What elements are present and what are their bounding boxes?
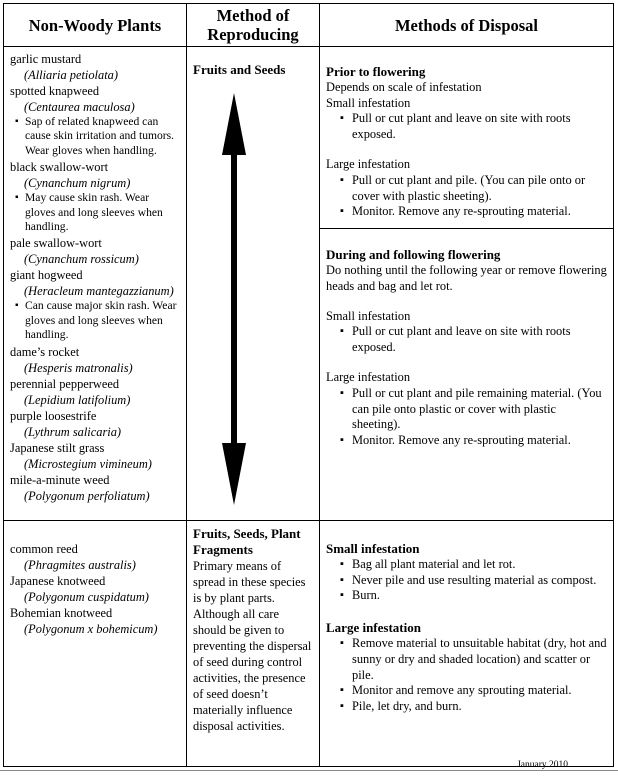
plant-common-name: common reed [10, 542, 78, 556]
plant-warning-note: ▪ May cause skin rash. Wear gloves and long sleeves when handling. [10, 191, 182, 234]
prior-line: Depends on scale of infestation [326, 79, 482, 94]
plant-latin-name: (Lepidium latifolium) [24, 392, 131, 407]
prior-large-label: Large infestation [326, 156, 411, 171]
plant-common-name: Bohemian knotweed [10, 606, 113, 620]
disposal-bullet: ▪ Burn. [326, 588, 607, 604]
plant-latin-name: (Polygonum x bohemicum) [24, 622, 158, 636]
group2-method-title: Fruits, Seeds, Plant Fragments [193, 526, 301, 557]
plant-latin-name: (Cynanchum nigrum) [24, 176, 131, 191]
header-non-woody-plants: Non-Woody Plants [4, 4, 187, 47]
plant-common-name: garlic mustard [10, 52, 82, 66]
footer-date: January 2010 [517, 760, 568, 770]
disposal-bullet: ▪ Monitor. Remove any re-sprouting material. [326, 204, 607, 220]
group1-plants-cell [4, 47, 187, 521]
disposal-bullet: ▪ Monitor and remove any sprouting material. [326, 683, 607, 699]
prior-small-label: Small infestation [326, 95, 411, 110]
plant-common-name: perennial pepperweed [10, 376, 120, 391]
group2-method-text: Primary means of spread in these species is by plant parts. Although all care should be given to preventing the dispersal of seed during control activities, the presence of seed doesn’t materially influence disposal activities. [193, 559, 312, 733]
plant-latin-name: (Lythrum salicaria) [24, 424, 122, 439]
plant-common-name: dame’s rocket [10, 344, 80, 359]
group2-large-heading: Large infestation [326, 620, 421, 636]
section-divider [320, 228, 613, 229]
disposal-bullet: ▪ Monitor. Remove any re-sprouting material. [326, 433, 607, 449]
disposal-table [3, 3, 614, 767]
plant-warning-note: ▪ Sap of related knapweed can cause skin irritation and tumors. Wear gloves when handling. [10, 115, 182, 158]
double-arrow-icon [221, 93, 247, 505]
plant-common-name: mile-a-minute weed [10, 472, 110, 487]
disposal-bullet: ▪ Bag all plant material and let rot. [326, 557, 607, 573]
plant-common-name: Japanese stilt grass [10, 440, 105, 455]
header-methods-of-disposal: Methods of Disposal [320, 4, 614, 47]
plant-common-name: spotted knapweed [10, 84, 100, 98]
plant-latin-name: (Phragmites australis) [24, 558, 136, 572]
plant-latin-name: (Polygonum cuspidatum) [24, 590, 149, 604]
plant-common-name: pale swallow-wort [10, 236, 102, 251]
plant-latin-name: (Hesperis matronalis) [24, 360, 133, 375]
group1-method-title: Fruits and Seeds [193, 62, 286, 77]
plant-warning-note: ▪ Can cause major skin rash. Wear gloves and long sleeves when handling. [10, 299, 182, 342]
disposal-bullet: ▪ Pull or cut plant and leave on site with roots exposed. [326, 324, 607, 356]
header-method-of-reproducing: Method of Reproducing [187, 4, 320, 47]
disposal-bullet: ▪ Pull or cut plant and pile remaining material. (You can pile onto plastic or cover with plastic sheeting). [326, 386, 607, 433]
during-small-label: Small infestation [326, 308, 411, 323]
disposal-bullet: ▪ Pile, let dry, and burn. [326, 699, 607, 715]
disposal-bullet: ▪ Never pile and use resulting material as compost. [326, 573, 607, 589]
plant-common-name: Japanese knotweed [10, 574, 106, 588]
plant-common-name: purple loosestrife [10, 408, 97, 423]
prior-heading: Prior to flowering [326, 64, 426, 79]
during-large-label: Large infestation [326, 369, 411, 384]
plant-common-name: giant hogweed [10, 268, 83, 283]
plant-latin-name: (Alliaria petiolata) [24, 68, 118, 82]
disposal-bullet: ▪ Pull or cut plant and pile. (You can pile onto or cover with plastic sheeting). [326, 173, 607, 205]
group1-method-cell [187, 47, 320, 521]
group2-plants-cell [4, 521, 187, 767]
plant-latin-name: (Heracleum mantegazzianum) [24, 284, 174, 299]
plant-latin-name: (Polygonum perfoliatum) [24, 488, 150, 503]
plant-latin-name: (Cynanchum rossicum) [24, 252, 139, 267]
during-heading: During and following flowering [326, 247, 501, 263]
group2-method-cell [187, 521, 320, 767]
group1-disposal-cell [320, 47, 614, 521]
disposal-bullet: ▪ Pull or cut plant and leave on site with roots exposed. [326, 111, 607, 143]
plant-common-name: black swallow-wort [10, 160, 109, 175]
group2-disposal-cell [320, 521, 614, 767]
during-line: Do nothing until the following year or remove flowering heads and bag and let rot. [326, 262, 607, 293]
group2-small-heading: Small infestation [326, 541, 420, 556]
plant-latin-name: (Centaurea maculosa) [24, 100, 135, 114]
plant-latin-name: (Microstegium vimineum) [24, 456, 152, 471]
disposal-bullet: ▪ Remove material to unsuitable habitat (dry, hot and sunny or dry and shaded location) and scatter or pile. [326, 636, 607, 683]
